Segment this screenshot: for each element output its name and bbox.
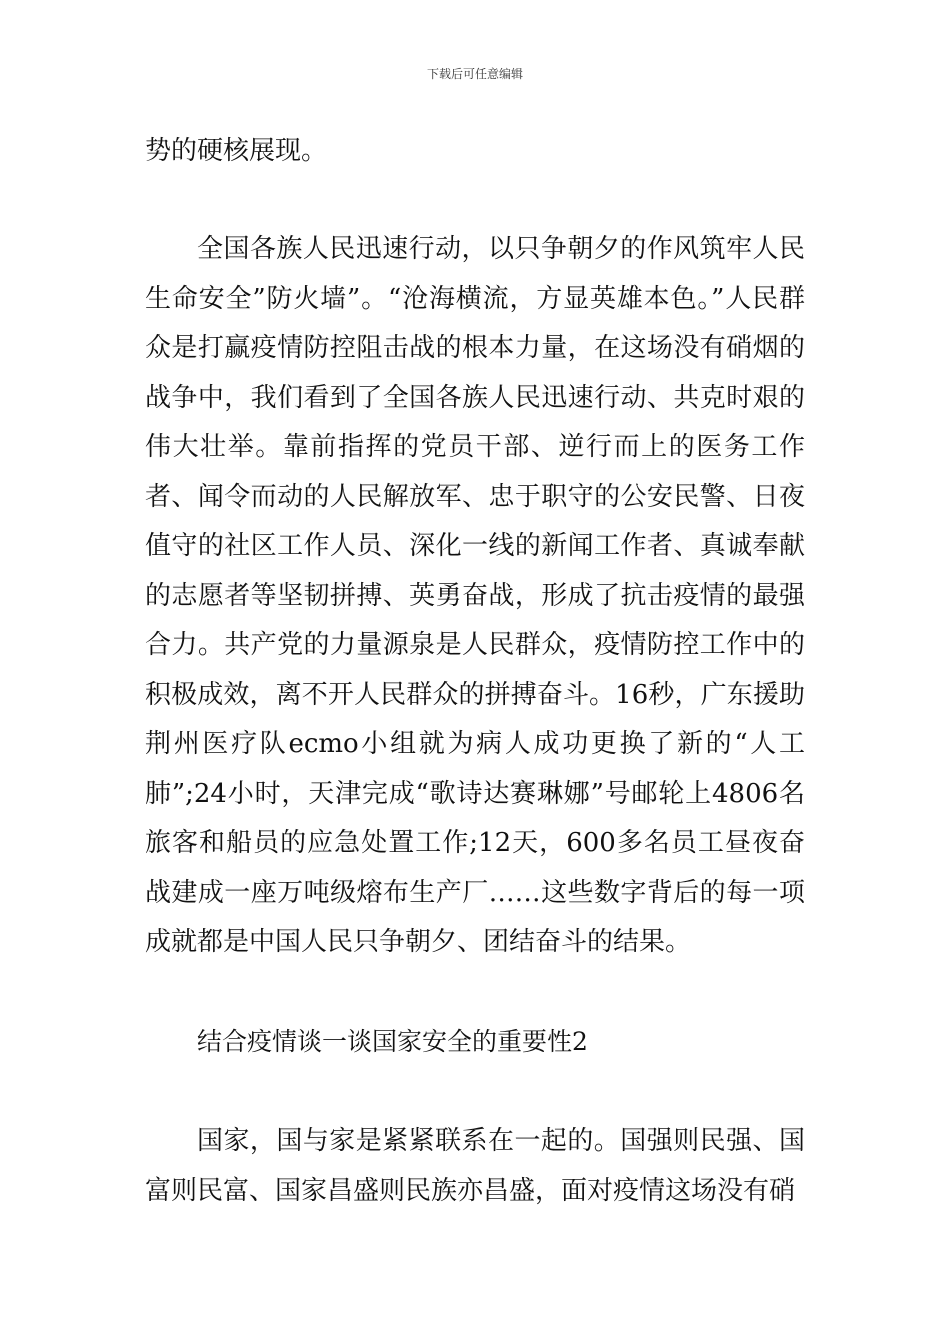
body-paragraph: 全国各族人民迅速行动，以只争朝夕的作风筑牢人民生命安全”防火墙”。“沧海横流，方显英雄本色。”人民群众是打赢疫情防控阻击战的根本力量，在这场没有硝烟的战争中，我们看到了全国各族人民迅速行动、共克时艰的伟大壮举。靠前指挥的党员干部、逆行而上的医务工作者、闻令而动的人民解放军、忠于职守的公安民警、日夜值守的社区工作人员、深化一线的新闻工作者、真诚奉献的志愿者等坚韧拼搏、英勇奋战，形成了抗击疫情的最强合力。共产党的力量源泉是人民群众，疫情防控工作中的积极成效，离不开人民群众的拼搏奋斗。16秒，广东援助荆州医疗队ecmo小组就为病人成功更换了新的“人工肺”;24小时，天津完成“歌诗达赛琳娜”号邮轮上4806名旅客和船员的应急处置工作;12天，600多名员工昼夜奋战建成一座万吨级熔布生产厂……这些数字背后的每一项成就都是中国人民只争朝夕、团结奋斗的结果。 xyxy=(145,234,805,957)
section-heading: 结合疫情谈一谈国家安全的重要性2 xyxy=(197,1027,588,1056)
continuation-text: 势的硬核展现。 xyxy=(145,136,328,166)
page-header-note: 下载后可任意编辑 xyxy=(426,67,523,81)
body-paragraph-2: 国家，国与家是紧紧联系在一起的。国强则民强、国富则民富、国家昌盛则民族亦昌盛，面对疫情这场没有硝 xyxy=(145,1126,805,1206)
